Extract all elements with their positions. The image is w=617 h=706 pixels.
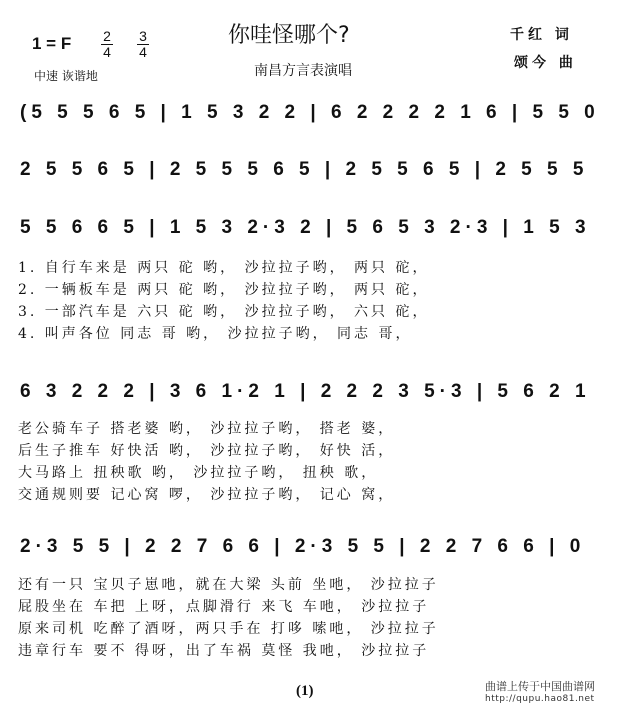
lyric-line: 2. 一辆板车是 两只 砣 哟， 沙拉拉子哟， 两只 砣， xyxy=(18,282,430,298)
notation-line-4: 6 3 2 2 2 | 3 6 1·2 1 | 2 2 2 3 5·3 | 5 6 2 1 xyxy=(20,381,591,402)
lyric-block-3 xyxy=(18,574,600,662)
lyric-line: 违章行车 要不 得呀，出了车祸 莫怪 我吔， 沙拉拉子 xyxy=(18,643,430,659)
watermark-url: http://qupu.hao81.net xyxy=(485,694,595,704)
song-title: 你哇怪哪个? xyxy=(228,23,350,48)
lyricist-credit: 千红 词 xyxy=(510,27,573,43)
lyric-line: 大马路上 扭秧歌 哟， 沙拉拉子哟， 扭秧 歌， xyxy=(18,465,379,481)
notation-line-1: (5 5 5 6 5 | 1 5 3 2 2 | 6 2 2 2 2 1 6 | 5 5 0 xyxy=(20,102,600,123)
lyric-line: 1. 自行车来是 两只 砣 哟， 沙拉拉子哟， 两只 砣， xyxy=(18,260,430,276)
time-signature-numerator: 2 xyxy=(103,28,111,44)
song-subtitle: 南昌方言表演唱 xyxy=(254,63,352,79)
lyric-line: 交通规则要 记心窝 啰， 沙拉拉子哟， 记心 窝， xyxy=(18,487,396,503)
time-signature-denominator: 4 xyxy=(103,44,111,60)
time-signature-3-4 xyxy=(137,30,149,59)
time-signature-2-4 xyxy=(101,30,113,59)
watermark-text: 曲谱上传于中国曲谱网 xyxy=(485,680,595,693)
time-signature-denominator: 4 xyxy=(139,44,147,60)
composer-credit: 颂今 曲 xyxy=(514,55,577,71)
page-number: (1) xyxy=(296,683,314,699)
lyric-line: 还有一只 宝贝子崽吔，就在大梁 头前 坐吔， 沙拉拉子 xyxy=(18,577,439,593)
lyric-line: 原来司机 吃醉了酒呀，两只手在 打哆 嗦吔， 沙拉拉子 xyxy=(18,621,439,637)
tempo-marking: 中速 诙谐地 xyxy=(34,69,98,83)
notation-line-3: 5 5 6 6 5 | 1 5 3 2·3 2 | 5 6 5 3 2·3 | 1 5 3 xyxy=(20,217,591,238)
key-signature: 1 = F xyxy=(32,34,72,53)
lyric-block-2 xyxy=(18,418,600,506)
watermark xyxy=(485,681,595,705)
time-signature-numerator: 3 xyxy=(139,28,147,44)
lyric-block-1 xyxy=(18,257,600,345)
lyric-line: 4. 叫声各位 同志 哥 哟， 沙拉拉子哟， 同志 哥， xyxy=(18,326,413,342)
notation-line-5: 2·3 5 5 | 2 2 7 6 6 | 2·3 5 5 | 2 2 7 6 6 | 0 xyxy=(20,536,586,557)
notation-line-2: 2 5 5 6 5 | 2 5 5 5 6 5 | 2 5 5 6 5 | 2 5 5 5 xyxy=(20,159,589,180)
lyric-line: 老公骑车子 搭老婆 哟， 沙拉拉子哟， 搭老 婆， xyxy=(18,421,396,437)
lyric-line: 3. 一部汽车是 六只 砣 哟， 沙拉拉子哟， 六只 砣， xyxy=(18,304,430,320)
lyric-line: 后生子推车 好快活 哟， 沙拉拉子哟， 好快 活， xyxy=(18,443,396,459)
lyric-line: 屁股坐在 车把 上呀，点脚滑行 来飞 车吔， 沙拉拉子 xyxy=(18,599,430,615)
